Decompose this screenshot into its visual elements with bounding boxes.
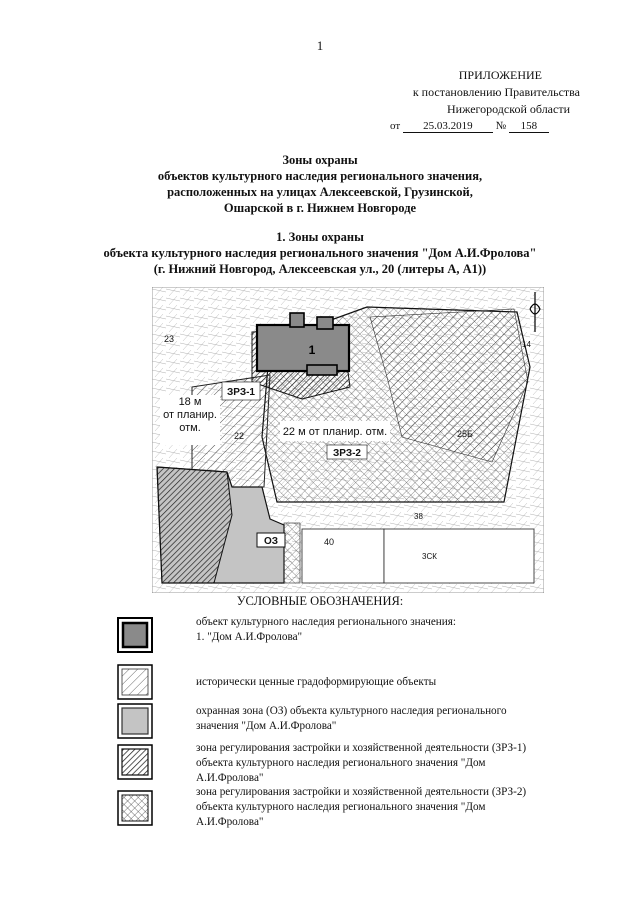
appendix-line2: Нижегородской области	[446, 102, 570, 116]
legend-item-zrz1-line3: А.И.Фролова"	[196, 772, 264, 784]
height18-label-2: от планир.	[163, 409, 217, 421]
house-14-label: 14	[522, 340, 531, 349]
section-title-line3: (г. Нижний Новгород, Алексеевская ул., 20 (литеры А, А1))	[153, 262, 487, 276]
main-title	[0, 152, 640, 216]
number-label: №	[495, 120, 507, 132]
house-22-label: 22	[234, 431, 245, 441]
main-title-line2: объектов культурного наследия регионального значения,	[157, 169, 483, 183]
object-frolov-house	[257, 325, 349, 371]
section-title-line1: 1. Зоны охраны	[276, 230, 364, 244]
legend-item-object-line1: объект культурного наследия регионального значения:	[196, 616, 457, 628]
legend-item-historic	[196, 675, 598, 690]
legend-item-zrz1-line1: зона регулирования застройки и хозяйственной деятельности (ЗРЗ-1)	[196, 742, 527, 754]
building-40	[302, 529, 384, 583]
legend-item-zrz1-line2: объекта культурного наследия регионального значения "Дом	[196, 757, 486, 769]
object-frolov-wing-b	[317, 317, 333, 329]
legend-item-oz	[196, 704, 598, 734]
zone-map	[152, 287, 544, 593]
legend-item-oz-line1: охранная зона (ОЗ) объекта культурного наследия регионального	[196, 705, 507, 717]
section-title-line2: объекта культурного наследия регионального значения "Дом А.И.Фролова"	[103, 246, 537, 260]
legend-item-zrz2	[196, 785, 598, 830]
zrz1-label: ЗРЗ-1	[227, 387, 255, 398]
page-number: 1	[316, 38, 324, 53]
legend-item-object	[196, 615, 598, 645]
legend-item-zrz2-line1: зона регулирования застройки и хозяйственной деятельности (ЗРЗ-2)	[196, 786, 527, 798]
legend-item-zrz1	[196, 741, 598, 786]
legend-swatch-object	[117, 617, 153, 653]
legend-item-object-line2: 1. "Дом А.И.Фролова"	[196, 631, 303, 643]
height18-label-3: отм.	[179, 422, 201, 434]
legend-item-zrz2-line2: объекта культурного наследия регионального значения "Дом	[196, 801, 486, 813]
height18-label-1: 18 м	[178, 396, 202, 408]
appendix-date-line	[390, 120, 549, 133]
legend-swatch-historic	[117, 664, 153, 700]
house-23-label: 23	[164, 334, 175, 344]
appendix-date: 25.03.2019	[403, 120, 493, 133]
appendix-number: 158	[509, 120, 549, 133]
main-title-line3: расположенных на улицах Алексеевской, Грузинской,	[167, 185, 473, 199]
legend-item-zrz2-line3: А.И.Фролова"	[196, 816, 264, 828]
main-title-line4: Ошарской в г. Нижнем Новгороде	[223, 201, 417, 215]
legend-swatch-zrz2	[117, 790, 153, 826]
zrz2-label: ЗРЗ-2	[333, 448, 361, 459]
legend-item-historic-line1: исторически ценные градоформирующие объекты	[196, 676, 437, 688]
main-title-line1: Зоны охраны	[282, 153, 358, 167]
house-3sk-label: 3СК	[422, 552, 437, 561]
section-title	[0, 229, 640, 277]
oz-label: ОЗ	[263, 536, 279, 547]
appendix-title: ПРИЛОЖЕНИЕ	[458, 68, 542, 82]
zrz2-strip	[284, 523, 300, 583]
legend-heading: УСЛОВНЫЕ ОБОЗНАЧЕНИЯ:	[236, 594, 404, 608]
legend-swatch-zrz1	[117, 744, 153, 780]
from-label: от	[390, 120, 401, 132]
house-38-label: 38	[414, 512, 423, 521]
house-25b-label: 25Б	[457, 429, 473, 439]
object-number-label: 1	[308, 343, 316, 357]
house-40-label: 40	[324, 537, 335, 547]
appendix-line1: к постановлению Правительства	[412, 85, 580, 99]
legend-swatch-oz	[117, 703, 153, 739]
height22-label: 22 м от планир. отм.	[282, 426, 388, 438]
building-3sk	[384, 529, 534, 583]
object-frolov-wing-c	[307, 365, 337, 375]
legend-item-oz-line2: значения "Дом А.И.Фролова"	[196, 720, 337, 732]
object-frolov-wing-a	[290, 313, 304, 327]
